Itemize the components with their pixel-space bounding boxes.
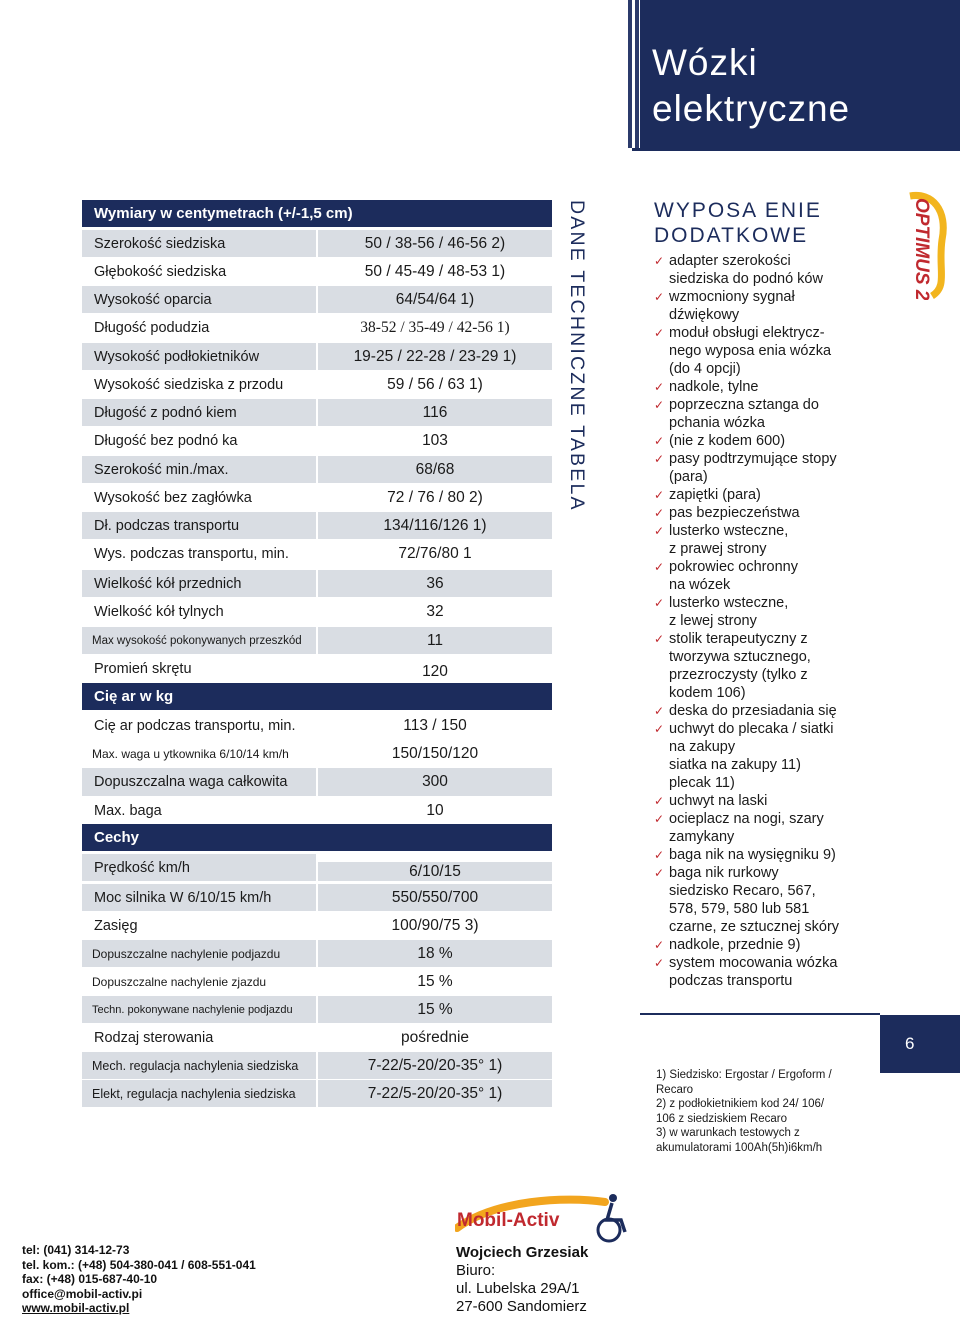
list-item-text: kodem 106) [669,685,746,701]
list-item-text: nadkole, tylne [669,379,759,395]
list-item [654,810,874,828]
table-row [82,343,552,370]
row-value: 7-22/5-20/20-35° 1) [318,1052,552,1079]
table-row [82,484,552,511]
check-icon: ✓ [654,290,665,304]
check-icon: ✓ [654,596,665,610]
row-value: 116 [318,399,552,426]
row-value: 36 [318,570,552,597]
table-row [82,1080,552,1107]
list-item [654,792,874,810]
row-label: Elekt, regulacja nachylenia siedziska [82,1080,316,1107]
table-row [82,399,552,426]
list-item [654,324,874,342]
row-label: Wysokość podłokietników [82,343,316,370]
row-value: 19-25 / 22-28 / 23-29 1) [318,343,552,370]
list-item [654,666,874,684]
row-label: Zasięg [94,917,138,934]
list-item-text: nego wyposa enia wózka [669,343,832,359]
page-title-line1: Wózki [652,42,758,83]
check-icon: ✓ [654,704,665,718]
list-item [654,738,874,756]
check-icon: ✓ [654,380,665,394]
list-item-text: system mocowania wózka [669,955,838,971]
row-label: Cię ar podczas transportu, min. [94,717,296,734]
footnote-line: 1) Siedzisko: Ergostar / Ergoform / [656,1069,832,1081]
row-label: Dł. podczas transportu [82,512,316,539]
contact-info [22,1243,256,1316]
row-value: 134/116/126 1) [318,512,552,539]
row-label: Promień skrętu [94,660,192,677]
company-info [456,1244,588,1316]
table-row [82,996,552,1023]
row-label: Dopuszczalna waga całkowita [82,768,316,796]
list-item [654,306,874,324]
check-icon: ✓ [654,866,665,880]
list-item-text: 578, 579, 580 lub 581 [669,901,810,917]
check-icon: ✓ [654,254,665,268]
row-label: Rodzaj sterowania [94,1029,214,1046]
row-label: Wysokość siedziska z przodu [94,376,284,393]
check-icon: ✓ [654,812,665,826]
check-icon: ✓ [654,452,665,466]
table-row [82,968,552,995]
list-item [654,288,874,306]
footnote-line: 3) w warunkach testowych z [656,1127,800,1139]
row-value: 72 / 76 / 80 2) [387,488,483,506]
row-label: Szerokość siedziska [82,230,316,257]
list-item [654,648,874,666]
footnote-line: Recaro [656,1083,694,1096]
table-row [82,512,552,539]
list-item-text: siatka na zakupy 11) [669,757,801,773]
list-item-text: (para) [669,469,708,485]
table-row [82,740,552,767]
list-item-text: adapter szerokości [669,253,791,269]
check-icon: ✓ [654,434,665,448]
spec-table-heading: Wymiary w centymetrach (+/-1,5 cm) [82,200,552,227]
list-item-text: (nie z kodem 600) [669,433,786,449]
check-icon: ✓ [654,794,665,808]
row-value: 10 [426,802,444,819]
list-item-text: nadkole, przednie 9) [669,937,801,953]
page-title [652,40,850,132]
list-item [654,936,874,954]
list-item-text: na zakupy [669,739,736,755]
optimus-logo [902,190,952,300]
check-icon: ✓ [654,848,665,862]
list-item [654,450,874,468]
row-value: 550/550/700 [318,884,552,911]
list-item [654,954,874,972]
vertical-section-title [562,200,588,550]
row-value: 103 [422,431,448,449]
row-label: Wys. podczas transportu, min. [94,545,289,562]
list-item [654,558,874,576]
row-value: 11 [318,627,552,654]
check-icon: ✓ [654,938,665,952]
list-item [654,252,874,270]
list-item-text: z prawej strony [669,541,767,557]
row-label: Długość podudzia [94,319,210,336]
footer-divider [640,1013,880,1015]
list-item-text: zamykany [669,829,735,845]
list-item [654,360,874,378]
row-label: Wielkość kół przednich [82,570,316,597]
list-item [654,342,874,360]
list-item [654,612,874,630]
row-value: 68/68 [318,456,552,483]
table-row [82,655,552,682]
check-icon: ✓ [654,506,665,520]
row-label: Prędkość km/h [82,854,316,881]
list-item [654,504,874,522]
list-item-text: pokrowiec ochronny [669,559,798,575]
list-item-text: lusterko wsteczne, [669,595,789,611]
row-value: 15 % [318,996,552,1023]
list-item-text: ocieplacz na nogi, szary [669,811,824,827]
list-item-text: pasy podtrzymujące stopy [669,451,837,467]
row-value: 72/76/80 1 [398,544,472,562]
row-label: Długość bez podnó ka [94,432,238,449]
list-item [654,432,874,450]
table-row [82,427,552,454]
table-row [82,884,552,911]
equipment-title [654,198,822,248]
row-label: Długość z podnó kiem [82,399,316,426]
list-item-text: pas bezpieczeństwa [669,505,800,521]
website-link[interactable]: www.mobil-activ.pl [22,1301,130,1315]
list-item-text: plecak 11) [669,775,735,791]
table-row [82,598,552,625]
list-item [654,378,874,396]
header-stripe [635,0,639,148]
footnote-line: 106 z siedziskiem Recaro [656,1112,788,1125]
list-item-text: deska do przesiadania się [669,703,837,719]
table-row [82,1024,552,1051]
optimus-logo-text: OPTIMUS 2 [911,198,932,300]
mobil-activ-logo-text: Mobil-Activ [457,1210,560,1231]
table-row [82,940,552,967]
list-item [654,486,874,504]
list-item-text: uchwyt na laski [669,793,768,809]
list-item-text: czarne, ze sztucznej skóry [669,919,840,935]
table-row [82,540,552,567]
table-row [82,912,552,939]
row-value: 59 / 56 / 63 1) [387,375,483,393]
row-label: Techn. pokonywane nachylenie podjazdu [82,996,316,1023]
list-item-text: lusterko wsteczne, [669,523,789,539]
company-line: ul. Lubelska 29A/1 [456,1280,580,1297]
company-name: Wojciech Grzesiak [456,1244,589,1261]
list-item-text: pchania wózka [669,415,765,431]
row-label: Max. waga u ytkownika 6/10/14 km/h [92,746,289,761]
row-value: 100/90/75 3) [391,916,479,934]
list-item-text: siedziska do podnó ków [669,271,823,287]
check-icon: ✓ [654,632,665,646]
list-item-text: przezroczysty (tylko z [669,667,808,683]
header-underline [632,148,960,151]
footnote-line: 2) z podłokietnikiem kod 24/ 106/ [656,1098,825,1110]
check-icon: ✓ [654,722,665,736]
list-item-text: poprzeczna sztanga do [669,397,819,413]
table-row [82,286,552,313]
list-item-text: zapiętki (para) [669,487,761,503]
list-item [654,918,874,936]
row-value: 50 / 45-49 / 48-53 1) [364,262,506,280]
list-item [654,702,874,720]
list-item [654,414,874,432]
list-item [654,756,874,774]
list-item [654,882,874,900]
list-item-text: podczas transportu [669,973,793,989]
list-item [654,720,874,738]
table-row [82,768,552,796]
company-line: Biuro: [456,1262,496,1279]
list-item [654,828,874,846]
table-row [82,230,552,257]
table-row [82,627,552,654]
row-label: Wysokość oparcia [82,286,316,313]
row-label: Wysokość bez zagłówka [94,489,252,506]
row-value: 32 [426,602,444,620]
row-label: Dopuszczalne nachylenie podjazdu [82,940,316,967]
check-icon: ✓ [654,524,665,538]
list-item [654,846,874,864]
table-row [82,798,552,824]
row-value: 15 % [417,972,453,990]
list-item [654,576,874,594]
check-icon: ✓ [654,398,665,412]
list-item [654,468,874,486]
list-item [654,774,874,792]
row-value: 150/150/120 [391,744,479,762]
list-item-text: baga nik rurkowy [669,865,779,881]
features-heading: Cechy [82,824,552,851]
list-item [654,630,874,648]
list-item-text: z lewej strony [669,613,757,629]
row-label: Głębokość siedziska [94,263,227,280]
list-item-text: na wózek [669,577,731,593]
contact-phone: tel: (041) 314-12-73 [22,1243,130,1257]
equipment-list [654,252,874,990]
row-value: pośrednie [400,1028,470,1046]
list-item [654,972,874,990]
footnote-line: akumulatorami 100Ah(5h)i6km/h [656,1141,823,1154]
row-value: 6/10/15 [318,862,552,881]
list-item [654,684,874,702]
header-stripe [628,0,632,148]
row-value: 7-22/5-20/20-35° 1) [318,1080,552,1107]
table-row [82,570,552,597]
row-value: 300 [318,768,552,796]
list-item-text: wzmocniony sygnał [669,289,795,305]
list-item [654,900,874,918]
table-row [82,371,552,398]
list-item [654,594,874,612]
row-value: 18 % [318,940,552,967]
list-item-text: baga nik na wysięgniku 9) [669,847,836,863]
row-value: 64/54/64 1) [318,286,552,313]
table-row [82,456,552,483]
check-icon: ✓ [654,956,665,970]
list-item [654,540,874,558]
row-value: 113 / 150 [403,716,467,734]
list-item [654,270,874,288]
list-item-text: stolik terapeutyczny z [669,631,808,647]
list-item [654,522,874,540]
row-value: 120 [422,662,448,680]
page-title-line2: elektryczne [652,88,851,129]
row-label: Dopuszczalne nachylenie zjazdu [92,974,267,989]
list-item [654,864,874,882]
list-item-text: siedzisko Recaro, 567, [669,883,816,899]
check-icon: ✓ [654,560,665,574]
row-label: Szerokość min./max. [82,456,316,483]
row-value: 50 / 38-56 / 46-56 2) [318,230,552,257]
list-item-text: (do 4 opcji) [669,361,741,377]
list-item-text: moduł obsługi elektrycz- [669,325,825,341]
table-row [82,258,552,285]
vertical-title-text: DANE TECHNICZNE TABELA [566,200,588,512]
row-label: Moc silnika W 6/10/15 km/h [82,884,316,911]
list-item-text: tworzywa sztucznego, [669,649,811,665]
footnotes [656,1068,866,1155]
weight-heading: Cię ar w kg [82,683,552,710]
mobil-activ-logo [455,1190,635,1246]
row-label: Max. baga [94,803,162,819]
table-row [82,1052,552,1079]
check-icon: ✓ [654,488,665,502]
list-item [654,396,874,414]
row-label: Wielkość kół tylnych [94,603,224,620]
row-value: 38-52 / 35-49 / 42-56 1) [360,318,510,336]
check-icon: ✓ [654,326,665,340]
company-line: 27-600 Sandomierz [456,1298,587,1315]
row-label: Max wysokość pokonywanych przeszkód [82,627,316,654]
list-item-text: uchwyt do plecaka / siatki [669,721,834,737]
contact-fax: fax: (+48) 015-687-40-10 [22,1272,158,1286]
contact-email[interactable]: office@mobil-activ.pi [22,1286,143,1301]
list-item-text: dźwiękowy [669,307,740,323]
table-row [82,854,552,881]
page-number: 6 [880,1015,960,1073]
equipment-title-line2: DODATKOWE [654,224,809,247]
contact-mobile: tel. kom.: (+48) 504-380-041 / 608-551-041 [22,1257,256,1272]
equipment-title-line1: WYPOSA ENIE [654,199,822,222]
row-label: Mech. regulacja nachylenia siedziska [82,1052,316,1079]
table-row [82,712,552,739]
table-row [82,314,552,341]
